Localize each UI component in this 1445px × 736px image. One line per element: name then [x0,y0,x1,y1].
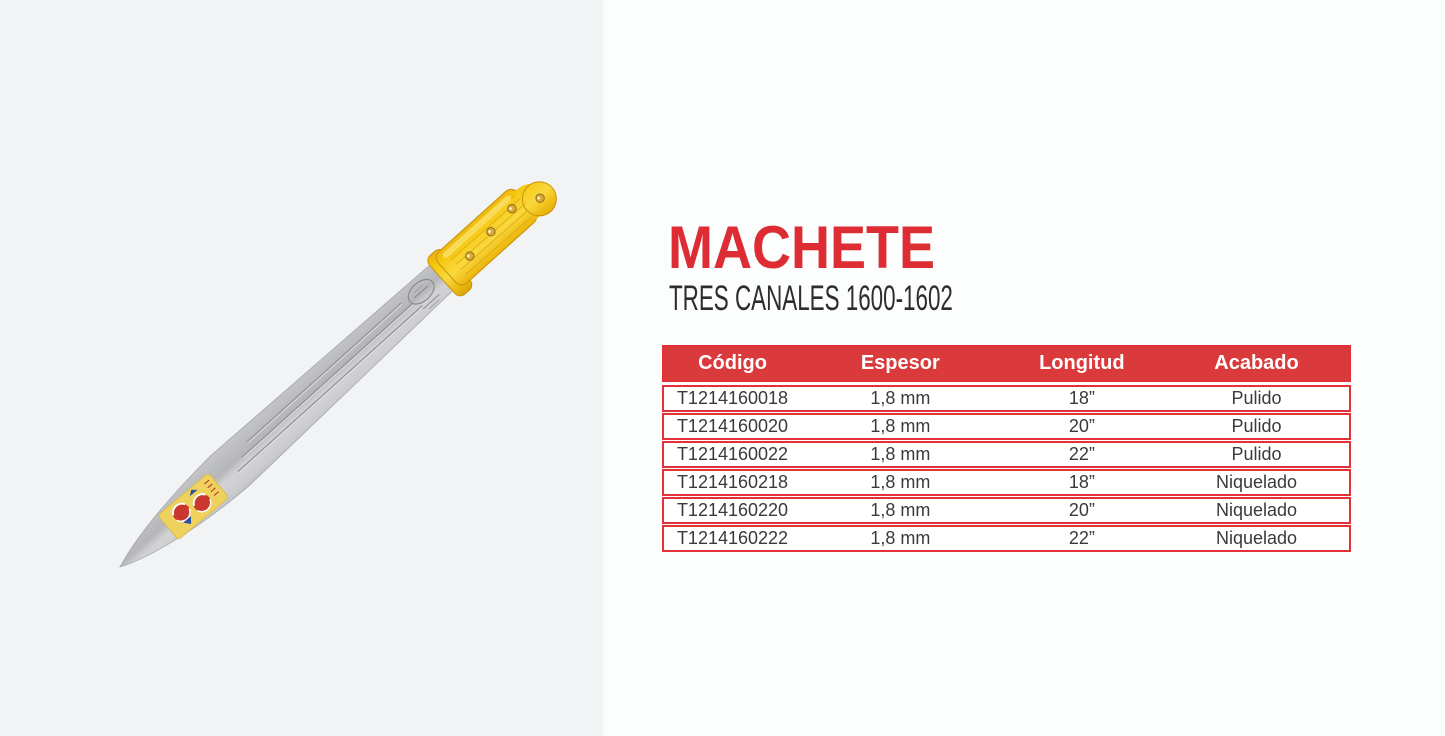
table-cell: Niquelado [1215,528,1298,548]
column-header-codigo: Código [698,352,767,374]
table-cell: 18” [1068,472,1095,492]
table-cell: Niquelado [1215,500,1298,520]
table-cell: 22” [1068,528,1095,548]
machete-handle [425,164,566,298]
table-row [662,525,1351,552]
table-cell: 22” [1068,444,1095,464]
table-cell: Pulido [1231,444,1282,464]
table-row [662,385,1351,412]
table-cell: T1214160222 [676,528,789,548]
table-cell: 20” [1068,500,1095,520]
table-cell: T1214160018 [676,388,789,408]
product-info-panel [603,0,1445,736]
product-title: MACHETE [668,214,936,281]
table-cell: 20” [1068,416,1095,436]
table-cell: T1214160020 [676,416,789,436]
table-cell: T1214160220 [676,500,789,520]
table-cell: 1,8 mm [870,472,931,492]
table-row [662,413,1351,440]
table-row [662,441,1351,468]
table-cell: Pulido [1231,388,1282,408]
table-cell: 1,8 mm [870,444,931,464]
column-header-espesor: Espesor [860,352,940,374]
machete-image [0,0,603,736]
product-image-panel [0,0,603,736]
table-cell: 1,8 mm [870,388,931,408]
table-cell: T1214160022 [676,444,789,464]
table-cell: T1214160218 [676,472,789,492]
table-row [662,497,1351,524]
column-header-acabado: Acabado [1214,352,1299,374]
table-row [662,469,1351,496]
table-cell: Niquelado [1215,472,1298,492]
table-cell: 1,8 mm [870,500,931,520]
product-subtitle: TRES CANALES 1600-1602 [669,279,953,318]
table-cell: 18” [1068,388,1095,408]
table-cell: 1,8 mm [870,416,931,436]
table-cell: Pulido [1231,416,1282,436]
table-cell: 1,8 mm [870,528,931,548]
spec-table-header [662,345,1351,382]
spec-table-body [662,385,1351,552]
spec-table [662,345,1351,553]
column-header-longitud: Longitud [1039,352,1125,374]
